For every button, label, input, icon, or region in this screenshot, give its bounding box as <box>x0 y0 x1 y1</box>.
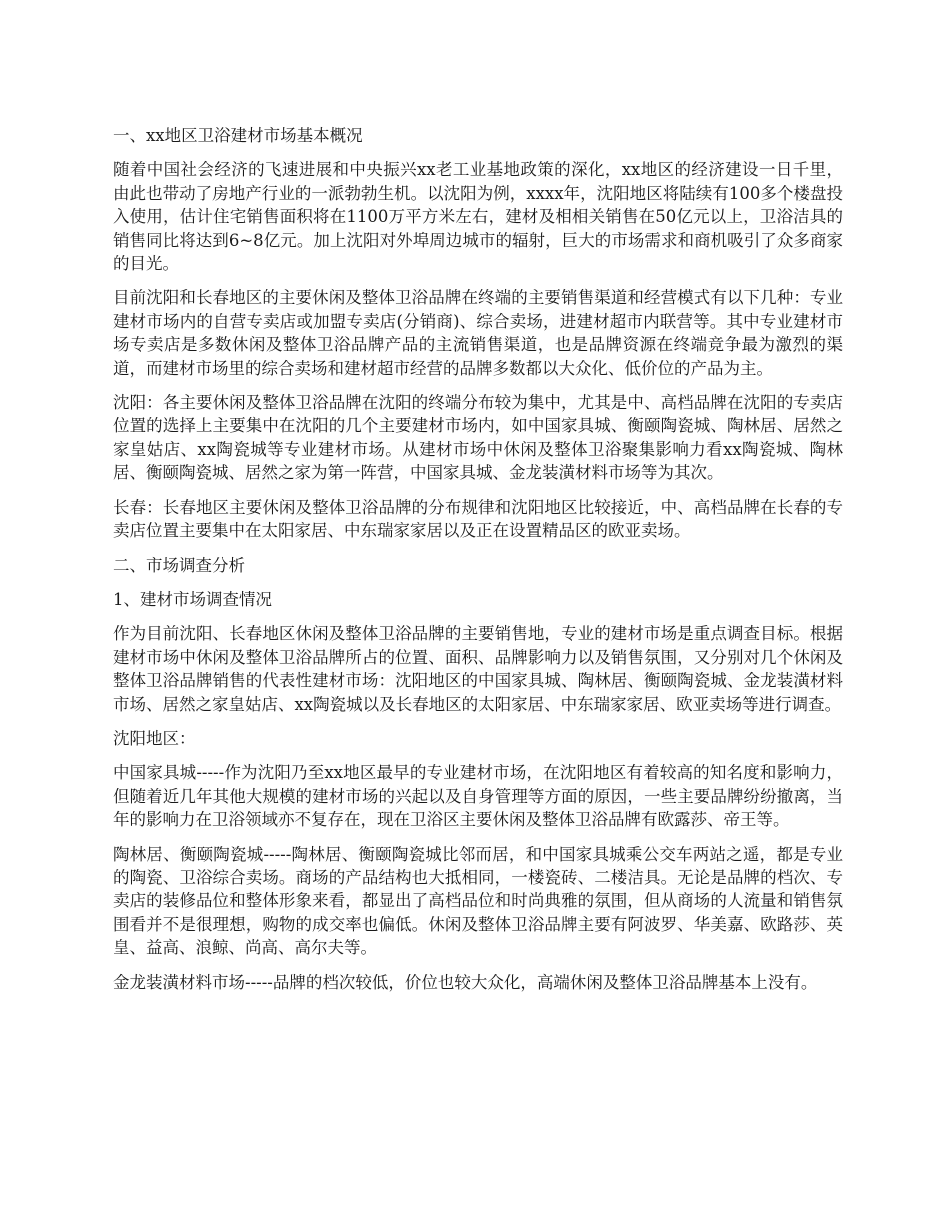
paragraph-survey-targets: 作为目前沈阳、长春地区休闲及整体卫浴品牌的主要销售地，专业的建材市场是重点调查目标。根据建材市场中休闲及整体卫浴品牌所占的位置、面积、品牌影响力以及销售氛围，又分别对几个休闲及整体卫浴品牌销售的代表性建材市场：沈阳地区的中国家具城、陶林居、衡颐陶瓷城、金龙装潢材料市场、居然之家皇姑店、xx陶瓷城以及长春地区的太阳家居、中东瑞家家居、欧亚卖场等进行调查。 <box>113 624 843 714</box>
paragraph-overview: 随着中国社会经济的飞速进展和中央振兴xx老工业基地政策的深化，xx地区的经济建设一日千里，由此也带动了房地产行业的一派勃勃生机。以沈阳为例，xxxx年，沈阳地区将陆续有100多个楼盘投入使用，估计住宅销售面积将在1100万平方米左右，建材及相相关销售在50亿元以上，卫浴洁具的销售同比将达到6~8亿元。加上沈阳对外埠周边城市的辐射，巨大的市场需求和商机吸引了众多商家的目光。 <box>113 160 843 274</box>
paragraph-sales-channels: 目前沈阳和长春地区的主要休闲及整体卫浴品牌在终端的主要销售渠道和经营模式有以下几种：专业建材市场内的自营专卖店或加盟专卖店(分销商)、综合卖场，进建材超市内联营等。其中专业建材市场专卖店是多数休闲及整体卫浴品牌产品的主流销售渠道，也是品牌资源在终端竞争最为激烈的渠道，而建材市场里的综合卖场和建材超市经营的品牌多数都以大众化、低价位的产品为主。 <box>113 288 843 378</box>
paragraph-jinlong-market: 金龙装潢材料市场-----品牌的档次较低，价位也较大众化，高端休闲及整体卫浴品牌基本上没有。 <box>113 972 818 992</box>
paragraph-changchun: 长春：长春地区主要休闲及整体卫浴品牌的分布规律和沈阳地区比较接近，中、高档品牌在长春的专卖店位置主要集中在太阳家居、中东瑞家家居以及正在设置精品区的欧亚卖场。 <box>113 497 843 541</box>
subsection-heading-1: 1、建材市场调查情况 <box>113 589 272 609</box>
paragraph-taolinju-hengyi: 陶林居、衡颐陶瓷城-----陶林居、衡颐陶瓷城比邻而居，和中国家具城乘公交车两站之遥，都是专业的陶瓷、卫浴综合卖场。商场的产品结构也大抵相同，一楼瓷砖、二楼洁具。无论是品牌的档次、专卖店的装修品位和整体形象来看，都显出了高档品位和时尚典雅的氛围，但从商场的人流量和销售氛围看并不是很理想，购物的成交率也偏低。休闲及整体卫浴品牌主要有阿波罗、华美嘉、欧路莎、英皇、益高、浪鲸、尚高、高尔夫等。 <box>113 844 843 958</box>
section-heading-1: 一、xx地区卫浴建材市场基本概况 <box>113 126 363 145</box>
document-page <box>113 124 843 1005</box>
section-heading-2: 二、市场调查分析 <box>113 555 245 575</box>
region-heading-shenyang: 沈阳地区： <box>113 728 196 748</box>
paragraph-china-furniture-city: 中国家具城-----作为沈阳乃至xx地区最早的专业建材市场，在沈阳地区有着较高的知名度和影响力，但随着近几年其他大规模的建材市场的兴起以及自身管理等方面的原因，一些主要品牌纷纷撤离，当年的影响力在卫浴领域亦不复存在，现在卫浴区主要休闲及整体卫浴品牌有欧露莎、帝王等。 <box>113 763 843 830</box>
paragraph-shenyang: 沈阳：各主要休闲及整体卫浴品牌在沈阳的终端分布较为集中，尤其是中、高档品牌在沈阳的专卖店位置的选择上主要集中在沈阳的几个主要建材市场内，如中国家具城、衡颐陶瓷城、陶林居、居然之家皇姑店、xx陶瓷城等专业建材市场。从建材市场中休闲及整体卫浴聚集影响力看xx陶瓷城、陶林居、衡颐陶瓷城、居然之家为第一阵营，中国家具城、金龙装潢材料市场等为其次。 <box>113 393 843 483</box>
